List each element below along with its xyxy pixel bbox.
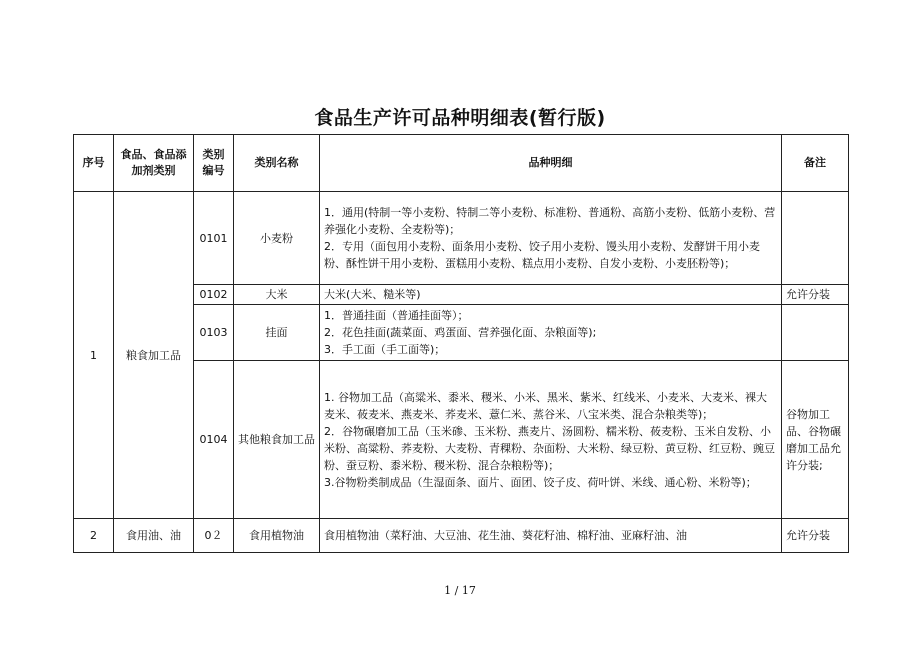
- row-code: 0２: [194, 519, 234, 553]
- page-title: 食品生产许可品种明细表(暂行版): [314, 107, 606, 129]
- row-name: 其他粮食加工品: [234, 361, 320, 519]
- row-detail: [320, 305, 782, 361]
- group-seq: 2: [74, 519, 114, 553]
- row-remark: 谷物加工品、谷物碾磨加工品允许分装;: [782, 361, 849, 519]
- header-row: [74, 135, 849, 192]
- row-code: 0104: [194, 361, 234, 519]
- row-name: 大米: [234, 285, 320, 305]
- header-remark: 备注: [782, 135, 849, 192]
- row-name: 食用植物油: [234, 519, 320, 553]
- detail-line: 大米(大米、糙米等): [324, 288, 421, 301]
- header-detail: 品种明细: [320, 135, 782, 192]
- row-code: 0102: [194, 285, 234, 305]
- row-name: 挂面: [234, 305, 320, 361]
- detail-line: 食用植物油（菜籽油、大豆油、花生油、葵花籽油、棉籽油、亚麻籽油、油: [324, 529, 687, 542]
- page-number: 1 / 17: [444, 584, 476, 597]
- group-seq: 1: [74, 192, 114, 519]
- row-detail: [320, 285, 782, 305]
- row-remark: [782, 305, 849, 361]
- detail-line: 1. 谷物加工品（高粱米、黍米、稷米、小米、黑米、紫米、红线米、小麦米、大麦米、裸大麦米、莜麦米、燕麦米、荞麦米、薏仁米、蒸谷米、八宝米类、混合杂粮类等)；: [324, 390, 767, 421]
- header-name: 类别名称: [234, 135, 320, 192]
- detail-line: 1．普通挂面（普通挂面等）；: [324, 309, 469, 322]
- detail-line: 2．谷物碾磨加工品（玉米碜、玉米粉、燕麦片、汤圆粉、糯米粉、莜麦粉、玉米自发粉、小米粉、高粱粉、荞麦粉、大麦粉、青稞粉、杂面粉、大米粉、绿豆粉、黄豆粉、红豆粉、豌豆粉、蚕豆粉、黍米粉、稷米粉、混合杂粮粉等)；: [324, 424, 775, 472]
- header-code: 类别编号: [194, 135, 234, 192]
- row-detail: [320, 361, 782, 519]
- detail-line: 2．花色挂面(蔬菜面、鸡蛋面、营养强化面、杂粮面等);: [324, 326, 597, 339]
- row-remark: 允许分装: [782, 285, 849, 305]
- detail-line: 2．专用（面包用小麦粉、面条用小麦粉、饺子用小麦粉、馒头用小麦粉、发酵饼干用小麦粉、酥性饼干用小麦粉、蛋糕用小麦粉、糕点用小麦粉、自发小麦粉、小麦胚粉等)；: [324, 240, 760, 270]
- row-remark: 允许分装: [782, 519, 849, 553]
- group-category: 食用油、油: [114, 519, 194, 553]
- header-seq: 序号: [74, 135, 114, 192]
- catalog-table: [73, 134, 849, 553]
- table-row: [74, 192, 849, 285]
- detail-line: 3．手工面（手工面等)；: [324, 343, 446, 356]
- detail-line: 3.谷物粉类制成品（生湿面条、面片、面团、饺子皮、荷叶饼、米线、通心粉、米粉等)；: [324, 475, 757, 489]
- row-code: 0101: [194, 192, 234, 285]
- group-category: 粮食加工品: [114, 192, 194, 519]
- row-detail: [320, 519, 782, 553]
- row-code: 0103: [194, 305, 234, 361]
- table-row: [74, 519, 849, 553]
- detail-line: 1．通用(特制一等小麦粉、特制二等小麦粉、标准粉、普通粉、高筋小麦粉、低筋小麦粉、营养强化小麦粉、全麦粉等)；: [324, 206, 776, 236]
- row-remark: [782, 192, 849, 285]
- row-detail: [320, 192, 782, 285]
- row-name: 小麦粉: [234, 192, 320, 285]
- header-category: 食品、食品添加剂类别: [114, 135, 194, 192]
